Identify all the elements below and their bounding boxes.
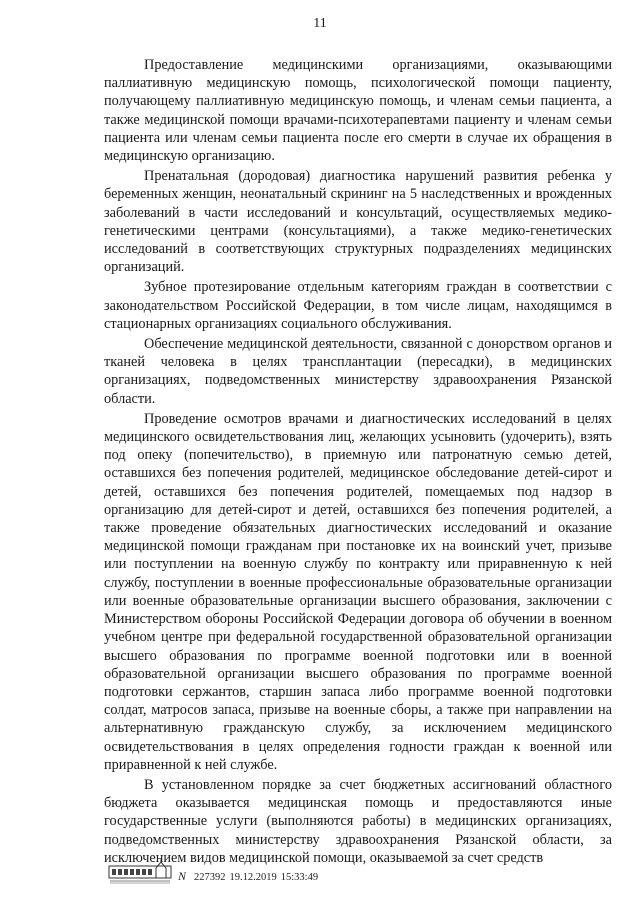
document-registration-stamp [178, 869, 318, 884]
paragraph-organ-donation: Обеспечение медицинской деятельности, связанной с донорством органов и тканей человека в целях трансплантации (пересадки), в медицинских организациях, подведомственных министерству здравоохранения Рязанской области. [104, 336, 612, 407]
stamp-mark: N [178, 869, 187, 883]
document-time: 15:33:49 [280, 872, 319, 883]
paragraph-regional-budget: В установленном порядке за счет бюджетных ассигнований областного бюджета оказывается медицинская помощь и предоставляются иные государственные услуги (выполняются работы) в медицинских организациях, подведомственных министерству здравоохранения Рязанской области, за исключением видов медицинской помощи, оказываемой за счет средств [104, 776, 612, 866]
paragraph-dental-prosthetics: Зубное протезирование отдельным категориям граждан в соответствии с законодательством Российской Федерации, в том числе лицам, находящимся в стационарных организациях социального обслуживания. [104, 279, 612, 332]
document-body [104, 56, 612, 869]
document-date: 19.12.2019 [229, 872, 277, 883]
document-number: 227392 [194, 872, 226, 883]
paragraph-medical-examinations: Проведение осмотров врачами и диагностических исследований в целях медицинского освидетельствования лиц, желающих усыновить (удочерить), взять под опеку (попечительство), в приемную или патронатную семью детей, оставшихся без попечения родителей, медицинское обследование детей-сирот и детей, оставшихся без попечения родителей, помещаемых под надзор в организацию для детей-сирот и детей, оставшихся без попечения родителей, а также проведение обязательных диагностических исследований и оказание медицинской помощи гражданам при постановке их на воинский учет, призыве или поступлении на военную службу по контракту или приравненную к ней службу, поступлении в военные профессиональные образовательные организации или военные образовательные организации высшего образования, заключении с Министерством обороны Российской Федерации договора об обучении в военном учебном центре при федеральной государственной образовательной организации высшего образования по программе военной подготовки или в военной образовательной организации высшего образования по программе военной подготовки сержантов, старшин запаса либо программе военной подготовки солдат, матросов запаса, призыве на военные сборы, а также при направлении на альтернативную гражданскую службу, за исключением медицинского освидетельствования в целях определения годности граждан к военной или приравненной к ней службе. [104, 410, 612, 773]
document-footer [108, 858, 318, 884]
page-number: 11 [313, 16, 327, 31]
paragraph-prenatal-diagnostics: Пренатальная (дородовая) диагностика нарушений развития ребенка у беременных женщин, неонатальный скрининг на 5 наследственных и врожденных заболеваний в части исследований и консультаций, осуществляемых медико-генетическими центрами (консультациями), а также медико-генетических исследований в соответствующих структурных подразделениях медицинских организаций. [104, 168, 612, 276]
paragraph-palliative-care: Предоставление медицинскими организациями, оказывающими паллиативную медицинскую помощь, психологической помощи пациенту, получающему паллиативную медицинскую помощь, и членам семьи пациента, а также медицинской помощи врачами-психотерапевтами пациенту и членам семьи пациента или членам семьи пациента после его смерти в случае их обращения в медицинскую организацию. [104, 57, 612, 165]
government-seal-icon [108, 858, 172, 884]
